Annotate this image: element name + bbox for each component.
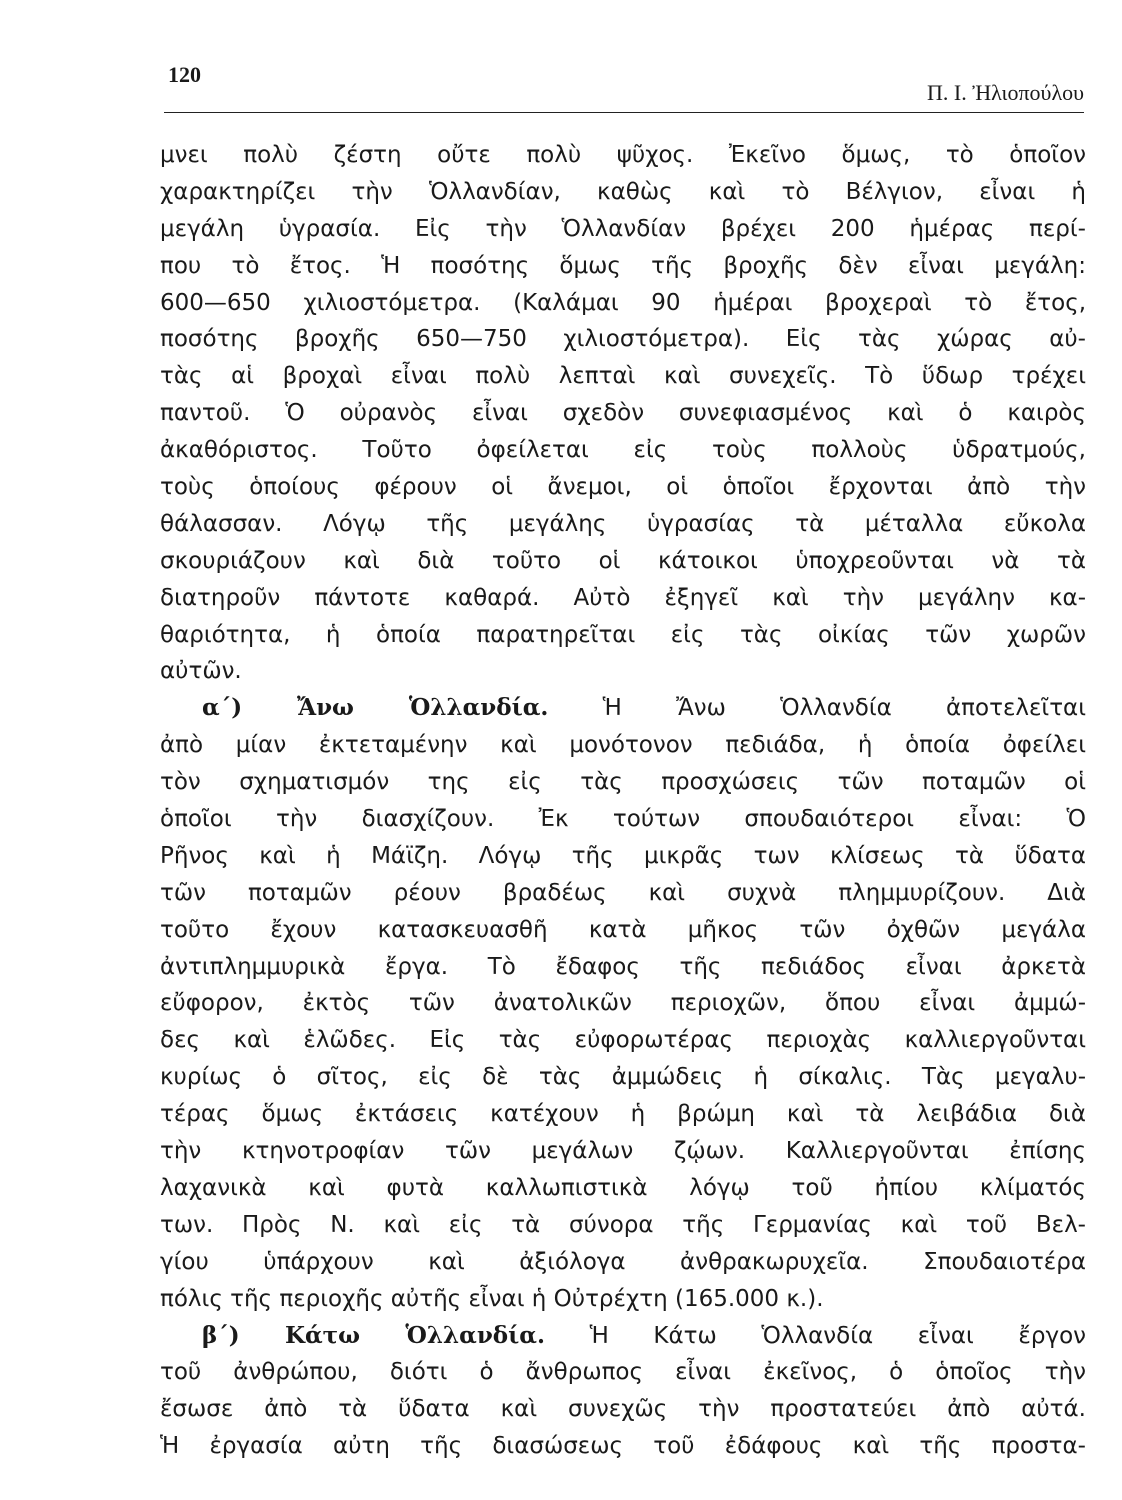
body-text [160,137,1086,1465]
section-a-lead: Ἡ Ἄνω Ὁλλανδία ἀποτελεῖται [602,695,1086,722]
text-line: θάλασσαν. Λόγῳ τῆς μεγάλης ὑγρασίας τὰ μέταλλα εὔκολα [160,510,1086,537]
section-heading-upper-holland: α΄) Ἄνω Ὁλλανδία. [202,694,549,722]
text-line: τοὺς ὁποίους φέρουν οἱ ἄνεμοι, οἱ ὁποῖοι ἔρχονται ἀπὸ τὴν [160,474,1086,501]
text-line: μεγάλη ὑγρασία. Εἰς τὴν Ὁλλανδίαν βρέχει 200 ἡμέρας περί- [160,215,1086,242]
text-line: τὰς αἱ βροχαὶ εἶναι πολὺ λεπταὶ καὶ συνεχεῖς. Τὸ ὕδωρ τρέχει [160,363,1086,390]
text-line: τοῦ ἀνθρώπου, διότι ὁ ἄνθρωπος εἶναι ἐκεῖνος, ὁ ὁποῖος τὴν [160,1359,1086,1386]
text-line: πόλις τῆς περιοχῆς αὐτῆς εἶναι ἡ Οὐτρέχτη (165.000 κ.). [160,1285,824,1312]
text-line: των. Πρὸς Ν. καὶ εἰς τὰ σύνορα τῆς Γερμανίας καὶ τοῦ Βελ- [160,1211,1086,1238]
text-line: Ἡ ἐργασία αὐτη τῆς διασώσεως τοῦ ἐδάφους καὶ τῆς προστα- [160,1433,1086,1460]
section-b-first-line [160,1318,1086,1355]
header-rule [164,112,1084,113]
text-line: λαχανικὰ καὶ φυτὰ καλλωπιστικὰ λόγῳ τοῦ ἠπίου κλίματός [160,1174,1086,1201]
text-line: τέρας ὅμως ἐκτάσεις κατέχουν ἡ βρώμη καὶ τὰ λειβάδια διὰ [160,1101,1086,1128]
text-line: που τὸ ἔτος. Ἡ ποσότης ὅμως τῆς βροχῆς δὲν εἶναι μεγάλη: [160,252,1086,279]
text-line: παντοῦ. Ὁ οὐρανὸς εἶναι σχεδὸν συνεφιασμένος καὶ ὁ καιρὸς [160,400,1086,427]
section-a-first-line [160,690,1086,727]
text-line: ἀπὸ μίαν ἐκτεταμένην καὶ μονότονον πεδιάδα, ἡ ὁποία ὀφείλει [160,732,1086,759]
section-heading-lower-holland: β΄) Κάτω Ὁλλανδία. [202,1321,545,1349]
text-line: χαρακτηρίζει τὴν Ὁλλανδίαν, καθὼς καὶ τὸ Βέλγιον, εἶναι ἡ [160,178,1086,205]
text-line: ἔσωσε ἀπὸ τὰ ὕδατα καὶ συνεχῶς τὴν προστατεύει ἀπὸ αὐτά. [160,1396,1086,1423]
text-line: μνει πολὺ ζέστη οὔτε πολὺ ψῦχος. Ἐκεῖνο ὅμως, τὸ ὁποῖον [160,142,1086,168]
text-line: 600—650 χιλιοστόμετρα. (Καλάμαι 90 ἡμέραι βροχεραὶ τὸ ἔτος, [160,289,1086,316]
text-line: τὸν σχηματισμόν της εἰς τὰς προσχώσεις τῶν ποταμῶν οἱ [160,769,1086,796]
text-line: αὐτῶν. [160,658,242,685]
text-line: κυρίως ὁ σῖτος, εἰς δὲ τὰς ἀμμώδεις ἡ σίκαλις. Τὰς μεγαλυ- [160,1064,1086,1091]
text-line: ἀκαθόριστος. Τοῦτο ὀφείλεται εἰς τοὺς πολλοὺς ὑδρατμούς, [160,437,1086,464]
text-line: τὴν κτηνοτροφίαν τῶν μεγάλων ζῴων. Καλλιεργοῦνται ἐπίσης [160,1138,1086,1165]
text-line: τοῦτο ἔχουν κατασκευασθῆ κατὰ μῆκος τῶν ὀχθῶν μεγάλα [160,916,1086,943]
text-line: θαριότητα, ἡ ὁποία παρατηρεῖται εἰς τὰς οἰκίας τῶν χωρῶν [160,621,1086,648]
section-b-lead: Ἡ Κάτω Ὁλλανδία εἶναι ἔργον [589,1322,1086,1349]
text-line: ἀντιπλημμυρικὰ ἔργα. Τὸ ἔδαφος τῆς πεδιάδος εἶναι ἀρκετὰ [160,953,1086,980]
text-line: διατηροῦν πάντοτε καθαρά. Αὐτὸ ἐξηγεῖ καὶ τὴν μεγάλην κα- [160,584,1086,611]
text-line: δες καὶ ἑλῶδες. Εἰς τὰς εὐφορωτέρας περιοχὰς καλλιεργοῦνται [160,1027,1086,1054]
text-line: ὁποῖοι τὴν διασχίζουν. Ἐκ τούτων σπουδαιότεροι εἶναι: Ὁ [160,806,1086,833]
text-line: Ρῆνος καὶ ἡ Μάϊζη. Λόγῳ τῆς μικρᾶς των κλίσεως τὰ ὕδατα [160,842,1086,869]
text-line: γίου ὑπάρχουν καὶ ἀξιόλογα ἀνθρακωρυχεῖα. Σπουδαιοτέρα [160,1248,1086,1275]
text-line: εὔφορον, ἐκτὸς τῶν ἀνατολικῶν περιοχῶν, ὅπου εἶναι ἀμμώ- [160,990,1086,1017]
text-line: τῶν ποταμῶν ρέουν βραδέως καὶ συχνὰ πλημμυρίζουν. Διὰ [160,879,1086,906]
page-number: 120 [168,62,201,87]
text-line: σκουριάζουν καὶ διὰ τοῦτο οἱ κάτοικοι ὑποχρεοῦνται νὰ τὰ [160,547,1086,574]
running-head: Π. Ι. Ἠλιοπούλου [927,80,1084,105]
text-line: ποσότης βροχῆς 650—750 χιλιοστόμετρα). Εἰς τὰς χώρας αὐ- [160,326,1086,353]
